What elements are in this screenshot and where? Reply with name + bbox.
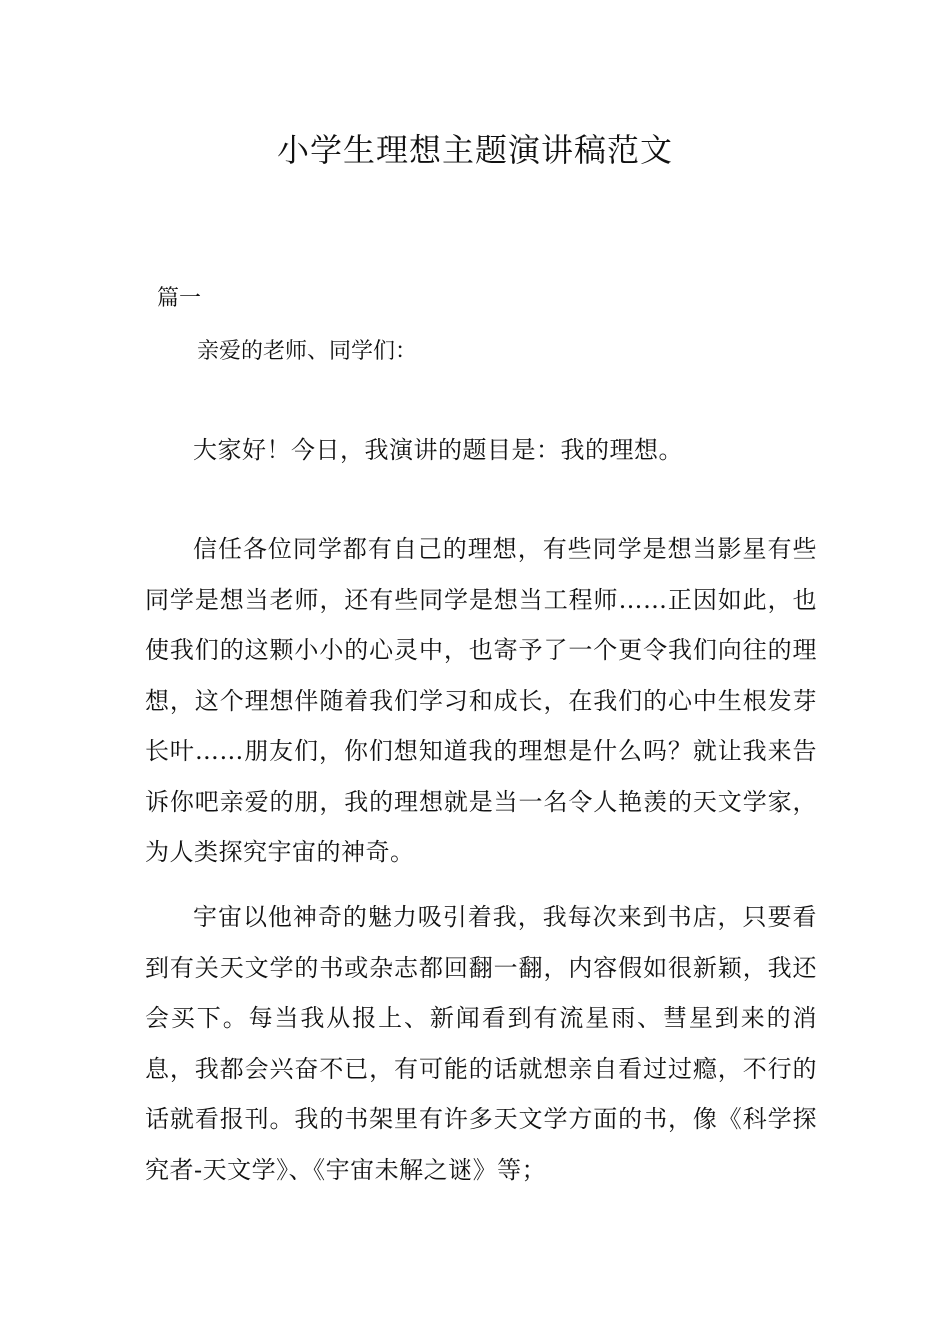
paragraph-universe: 宇宙以他神奇的魅力吸引着我，我每次来到书店，只要看到有关天文学的书或杂志都回翻一翻，内容假如很新颖，我还会买下。每当我从报上、新闻看到有流星雨、彗星到来的消息，我都会兴奋不已，有可能的话就想亲自看过过瘾，不行的话就看报刊。我的书架里有许多天文学方面的书，像《科学探究者-天文学》、《宇宙未解之谜》等； (145, 903, 817, 1184)
paragraph-ideals: 信任各位同学都有自己的理想，有些同学是想当影星有些同学是想当老师，还有些同学是想当工程师……正因如此，也使我们的这颗小小的心灵中，也寄予了一个更令我们向往的理想，这个理想伴随着我们学习和成长，在我们的心中生根发芽长叶……朋友们，你们想知道我的理想是什么吗？就让我来告诉你吧亲爱的朋，我的理想就是当一名令人艳羡的天文学家，为人类探究宇宙的神奇。 (145, 535, 817, 866)
section-label: 篇一 (157, 286, 202, 311)
paragraph-greeting: 大家好！今日，我演讲的题目是：我的理想。 (193, 436, 683, 464)
document-title: 小学生理想主题演讲稿范文 (276, 131, 673, 169)
salutation: 亲爱的老师、同学们： (197, 339, 418, 364)
